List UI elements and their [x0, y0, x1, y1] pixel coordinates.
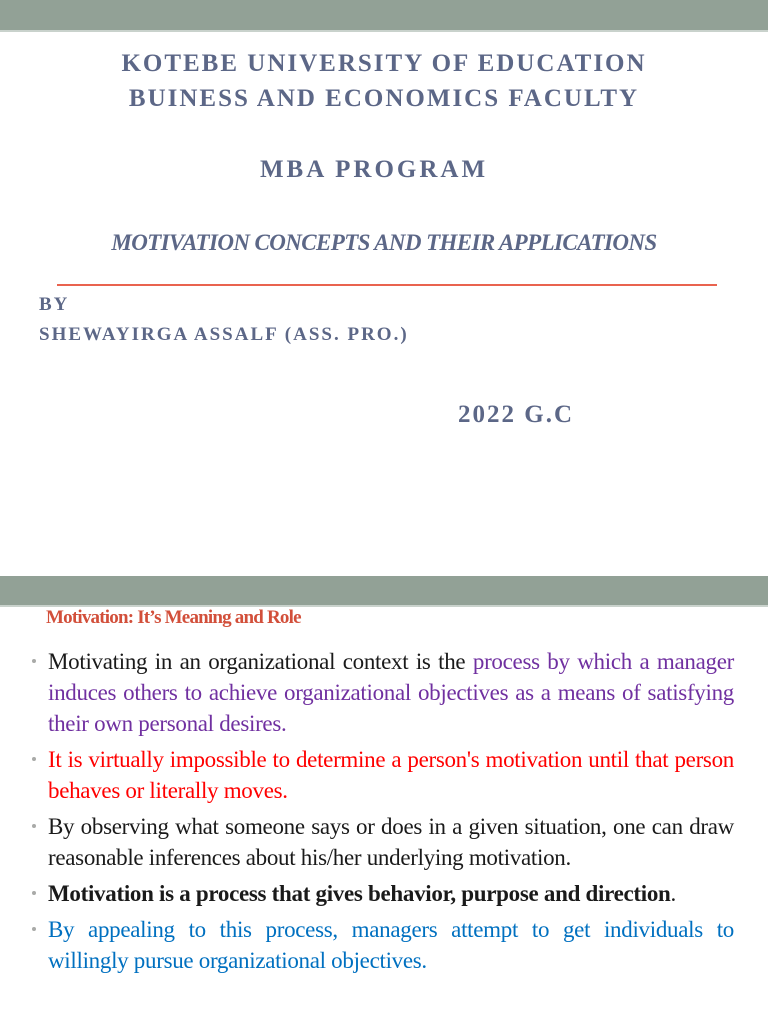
slide-header-bar: [0, 0, 768, 32]
bullet-text: Motivating in an organizational context is the: [48, 649, 473, 674]
by-label: BY: [39, 294, 70, 315]
author-name: SHEWAYIRGA ASSALF (ASS. PRO.): [39, 324, 409, 345]
slide-heading: Motivation: It’s Meaning and Role: [46, 607, 301, 628]
title-divider: [57, 284, 717, 286]
faculty-name: BUINESS AND ECONOMICS FACULTY: [128, 85, 640, 112]
bullet-item: [30, 878, 734, 909]
presentation-year: 2022 G.C: [458, 401, 574, 428]
bullet-text-bold: Motivation is a process that gives behavior, purpose and direction: [48, 881, 671, 906]
bullet-text: It is virtually impossible to determine a person's motivation until that person behaves or literally moves.: [48, 747, 734, 803]
bullet-item: [30, 646, 734, 739]
slide-header-bar: [0, 576, 768, 607]
bullet-item: [30, 811, 734, 873]
presentation-subtitle: MOTIVATION CONCEPTS AND THEIR APPLICATIONS: [111, 230, 657, 255]
bullet-item: [30, 914, 734, 976]
university-name: KOTEBE UNIVERSITY OF EDUCATION: [121, 50, 647, 77]
bullet-list: [30, 646, 734, 981]
bullet-item: [30, 744, 734, 806]
bullet-text-highlight: process by which a manager induces others to achieve organizational objectives as a means of satisfying their own personal desires.: [48, 649, 734, 736]
bullet-text-tail: .: [670, 881, 676, 906]
bullet-text: By appealing to this process, managers attempt to get individuals to willingly pursue organizational objectives.: [48, 917, 734, 973]
content-slide: [0, 576, 768, 1024]
bullet-text: By observing what someone says or does in a given situation, one can draw reasonable inferences about his/her underlying motivation.: [48, 814, 734, 870]
program-name: MBA PROGRAM: [259, 156, 489, 183]
